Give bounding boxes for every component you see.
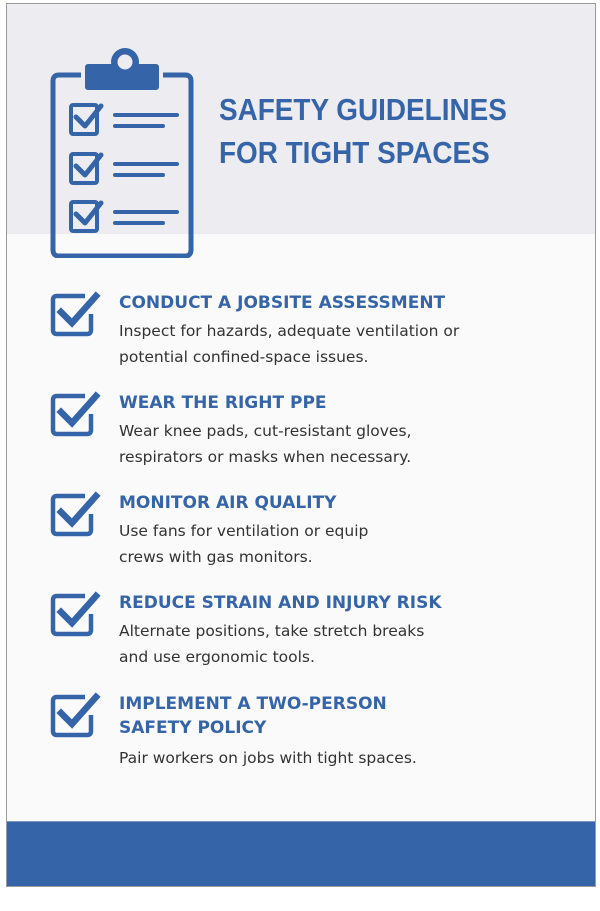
- item-heading: IMPLEMENT A TWO-PERSON: [119, 694, 387, 714]
- checkbox-checked-icon: [49, 390, 101, 438]
- item-heading: REDUCE STRAIN AND INJURY RISK: [119, 593, 442, 613]
- clipboard-checklist-icon: [45, 42, 195, 258]
- item-heading: CONDUCT A JOBSITE ASSESSMENT: [119, 293, 446, 313]
- item-text-line: Alternate positions, take stretch breaks: [119, 622, 425, 640]
- checkbox-checked-icon: [49, 490, 101, 538]
- footer-band: [7, 821, 595, 886]
- item-text-line: Inspect for hazards, adequate ventilation or: [119, 322, 460, 340]
- header-band: [7, 4, 595, 234]
- safety-guidelines-card: [6, 3, 596, 887]
- item-text-line: Pair workers on jobs with tight spaces.: [119, 749, 417, 767]
- item-heading-line-2: SAFETY POLICY: [119, 718, 267, 738]
- item-text-line: Wear knee pads, cut-resistant gloves,: [119, 422, 412, 440]
- page-title: [219, 88, 507, 174]
- title-line-1: SAFETY GUIDELINES: [219, 92, 507, 127]
- item-heading: WEAR THE RIGHT PPE: [119, 393, 327, 413]
- item-heading: MONITOR AIR QUALITY: [119, 493, 337, 513]
- item-text-line: potential confined-space issues.: [119, 348, 369, 366]
- item-text-line: crews with gas monitors.: [119, 548, 313, 566]
- item-text-line: and use ergonomic tools.: [119, 648, 315, 666]
- checkbox-checked-icon: [49, 290, 101, 338]
- item-text-line: respirators or masks when necessary.: [119, 448, 412, 466]
- checkbox-checked-icon: [49, 691, 101, 739]
- title-line-2: FOR TIGHT SPACES: [219, 135, 490, 170]
- checkbox-checked-icon: [49, 590, 101, 638]
- item-text-line: Use fans for ventilation or equip: [119, 522, 369, 540]
